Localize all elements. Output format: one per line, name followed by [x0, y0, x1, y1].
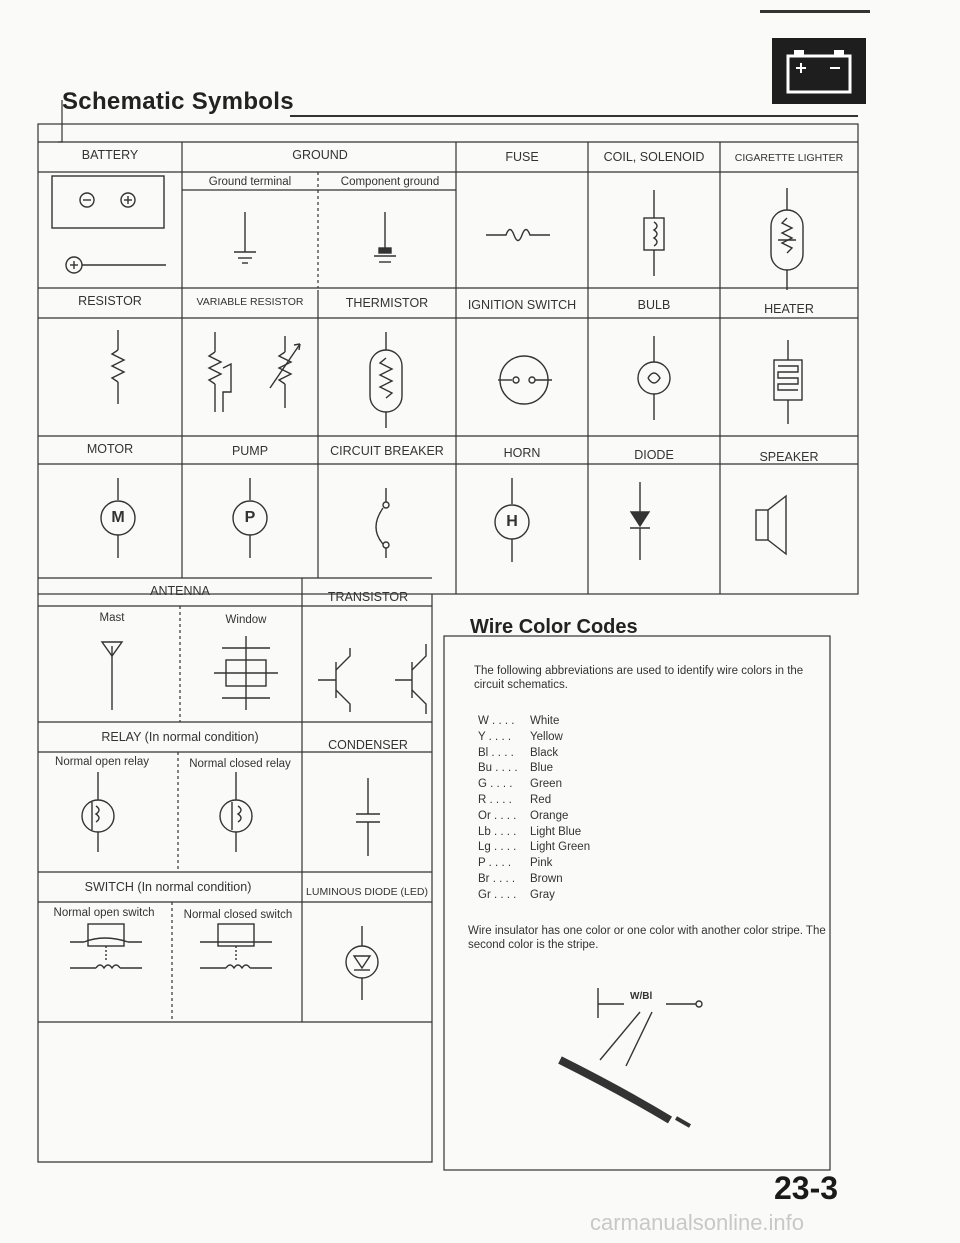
watermark: carmanualsonline.info — [590, 1210, 805, 1235]
motor-label: MOTOR — [86, 442, 134, 456]
symbol-grid-frame — [38, 124, 858, 594]
circuit-breaker-label: CIRCUIT BREAKER — [330, 444, 444, 458]
motor-letter: M — [111, 509, 125, 526]
condenser-label: CONDENSER — [328, 738, 408, 752]
list-item: G . . . . Green — [478, 778, 562, 791]
wire-color-label: W/Bl — [630, 991, 653, 1002]
window-label: Window — [225, 614, 267, 626]
list-item: P . . . . Pink — [478, 857, 553, 870]
transistor-label: TRANSISTOR — [327, 590, 409, 604]
ignition-switch-label: IGNITION SWITCH — [467, 298, 577, 312]
component-ground-label: Component ground — [340, 176, 440, 188]
ground-terminal-label: Ground terminal — [208, 176, 292, 188]
page-number: 23-3 — [774, 1170, 839, 1206]
list-item: Lb . . . . Light Blue — [478, 825, 582, 838]
normal-closed-switch-label: Normal closed switch — [183, 909, 293, 921]
mast-label: Mast — [99, 612, 125, 624]
list-item: Bu . . . . Blue — [478, 762, 554, 775]
battery-symbol — [52, 176, 164, 228]
pump-letter: P — [244, 509, 256, 526]
pump-label: PUMP — [231, 444, 269, 458]
switch-label: SWITCH (In normal condition) — [84, 880, 252, 894]
fuse-label: FUSE — [505, 150, 539, 164]
battery-label: BATTERY — [81, 148, 139, 162]
list-item: W . . . . White — [478, 715, 560, 727]
wire-color-code-list — [478, 714, 590, 904]
list-item: Lg . . . . Light Green — [478, 841, 591, 854]
diode-label: DIODE — [634, 448, 674, 462]
led-label: LUMINOUS DIODE (LED) — [306, 886, 428, 898]
wire-color-codes-intro: The following abbreviations are used to identify wire colors in the circuit schematics. — [474, 665, 804, 691]
speaker-label: SPEAKER — [759, 450, 819, 464]
normal-closed-relay-label: Normal closed relay — [189, 758, 291, 770]
heater-label: HEATER — [764, 302, 814, 316]
list-item: Bl . . . . Black — [478, 746, 559, 759]
cigarette-lighter-label: CIGARETTE LIGHTER — [734, 152, 844, 164]
thermistor-label: THERMISTOR — [345, 296, 429, 310]
list-item: Br . . . . Brown — [478, 872, 563, 885]
lower-left-frame — [38, 594, 432, 1162]
list-item: Gr . . . . Gray — [478, 888, 555, 901]
bulb-label: BULB — [637, 298, 671, 312]
wire-color-codes-title: Wire Color Codes — [470, 616, 638, 638]
horn-label: HORN — [503, 446, 541, 460]
page-title: Schematic Symbols — [62, 88, 294, 115]
normal-open-switch-label: Normal open switch — [53, 907, 155, 919]
list-item: R . . . . Red — [478, 793, 552, 806]
resistor-label: RESISTOR — [78, 294, 142, 308]
ground-label: GROUND — [292, 148, 348, 162]
wire-insulator-note: Wire insulator has one color or one color with another color stripe. The second color is the stripe. — [468, 925, 826, 951]
list-item: Or . . . . Orange — [478, 809, 569, 822]
list-item: Y . . . . Yellow — [478, 730, 563, 743]
antenna-label: ANTENNA — [150, 584, 210, 598]
variable-resistor-label: VARIABLE RESISTOR — [196, 296, 304, 308]
relay-label: RELAY (In normal condition) — [101, 730, 259, 744]
coil-solenoid-label: COIL, SOLENOID — [603, 150, 705, 164]
normal-open-relay-label: Normal open relay — [55, 756, 149, 768]
horn-letter: H — [506, 513, 518, 530]
